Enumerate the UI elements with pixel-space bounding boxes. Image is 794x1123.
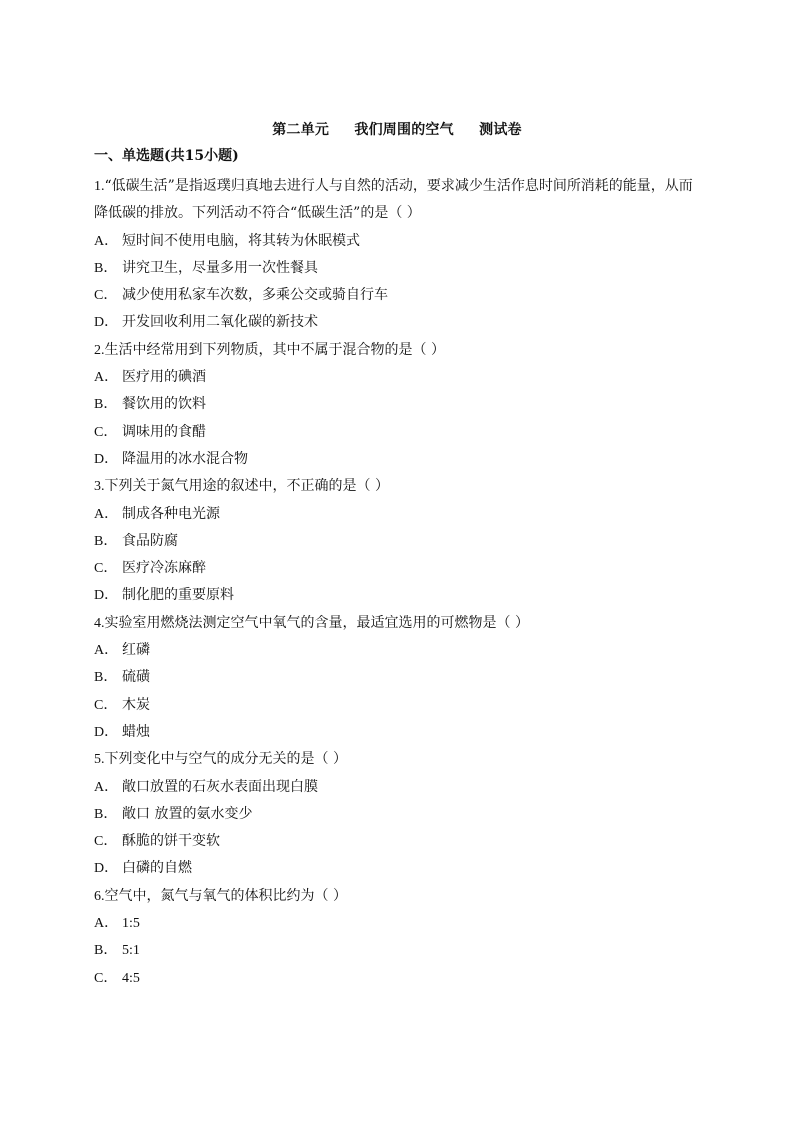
option-letter: A． <box>94 643 119 659</box>
option-letter: D． <box>94 451 119 467</box>
question-number: 6. <box>94 888 105 904</box>
option-text: 降温用的冰水混合物 <box>122 450 248 467</box>
option-letter: B． <box>94 670 118 686</box>
option-b <box>94 255 704 282</box>
option-d <box>94 582 704 609</box>
option-text: 蜡烛 <box>122 723 150 740</box>
option-d <box>94 855 704 882</box>
question-number: 3. <box>94 479 105 495</box>
option-c <box>94 282 704 309</box>
question-number: 5. <box>94 752 105 768</box>
option-letter: D． <box>94 588 119 604</box>
option-letter: C． <box>94 424 118 440</box>
option-letter: A． <box>94 233 119 249</box>
option-a <box>94 774 704 801</box>
section-heading: 一、单选题(共15小题) <box>94 148 239 164</box>
option-text: 酥脆的饼干变软 <box>122 833 220 850</box>
option-text: 5:1 <box>122 943 140 959</box>
option-c <box>94 419 704 446</box>
option-c <box>94 828 704 855</box>
option-letter: C． <box>94 970 118 986</box>
option-b <box>94 528 704 555</box>
question-stem-line <box>94 173 704 200</box>
question-1 <box>94 173 704 337</box>
question-5 <box>94 746 704 882</box>
option-text: 调味用的食醋 <box>122 423 206 440</box>
option-text: 医疗冷冻麻醉 <box>122 560 206 577</box>
option-text: 白磷的自燃 <box>122 860 192 877</box>
option-text: 食品防腐 <box>122 532 178 549</box>
question-number: 4. <box>94 615 105 631</box>
document-content <box>94 146 704 992</box>
option-letter: C． <box>94 834 118 850</box>
option-d <box>94 446 704 473</box>
option-letter: A． <box>94 916 119 932</box>
option-c <box>94 555 704 582</box>
question-2 <box>94 337 704 473</box>
question-3 <box>94 473 704 609</box>
option-letter: B． <box>94 397 118 413</box>
option-b <box>94 391 704 418</box>
option-letter: D． <box>94 315 119 331</box>
question-6 <box>94 883 704 992</box>
option-text: 硫磺 <box>122 669 150 686</box>
option-text: 制化肥的重要原料 <box>122 587 234 604</box>
option-text: 1:5 <box>122 916 140 932</box>
question-stem-line <box>94 337 704 364</box>
option-b <box>94 937 704 964</box>
option-d <box>94 719 704 746</box>
option-c <box>94 692 704 719</box>
document-title: 第二单元 我们周围的空气 测试卷 <box>272 122 522 138</box>
option-letter: B． <box>94 943 118 959</box>
option-d <box>94 309 704 336</box>
option-letter: A． <box>94 779 119 795</box>
option-b <box>94 664 704 691</box>
question-stem-text: 实验室用燃烧法测定空气中氧气的含量，最适宜选用的可燃物是（ ） <box>104 614 529 631</box>
option-text: 敞口放置的石灰水表面出现白膜 <box>122 778 318 795</box>
question-number: 1. <box>94 179 105 194</box>
option-text: 餐饮用的饮料 <box>122 396 206 413</box>
option-text: 红磷 <box>122 642 150 659</box>
option-a <box>94 637 704 664</box>
option-text: 木炭 <box>122 696 150 713</box>
option-a <box>94 910 704 937</box>
option-a <box>94 228 704 255</box>
option-a <box>94 501 704 528</box>
option-letter: B． <box>94 260 118 276</box>
option-c <box>94 965 704 992</box>
option-text: 4:5 <box>122 970 140 986</box>
option-letter: A． <box>94 506 119 522</box>
option-text: 敞口 放置的氨水变少 <box>122 805 253 822</box>
question-stem-line <box>94 746 704 773</box>
question-stem-text: 下列关于氮气用途的叙述中，不正确的是（ ） <box>104 478 389 495</box>
option-text: 短时间不使用电脑，将其转为休眠模式 <box>122 232 360 249</box>
option-text: 制成各种电光源 <box>122 505 220 522</box>
option-text: 讲究卫生，尽量多用一次性餐具 <box>122 259 318 276</box>
option-letter: B． <box>94 533 118 549</box>
question-stem-text: 生活中经常用到下列物质，其中不属于混合物的是（ ） <box>104 341 445 358</box>
question-4 <box>94 610 704 746</box>
option-letter: C． <box>94 561 118 577</box>
option-letter: B． <box>94 806 118 822</box>
option-text: 减少使用私家车次数，多乘公交或骑自行车 <box>122 287 388 304</box>
question-stem-text: “低碳生活”是指返璞归真地去进行人与自然的活动，要求减少生活作息时间所消耗的能量，从而 <box>104 178 693 194</box>
question-stem-text: 下列变化中与空气的成分无关的是（ ） <box>104 751 347 768</box>
option-letter: C． <box>94 288 118 304</box>
question-stem-line: 降低碳的排放。下列活动不符合“低碳生活”的是（ ） <box>94 205 421 222</box>
question-number: 2. <box>94 342 105 358</box>
question-stem-line <box>94 473 704 500</box>
option-letter: C． <box>94 697 118 713</box>
option-text: 医疗用的碘酒 <box>122 369 206 386</box>
option-letter: A． <box>94 370 119 386</box>
question-stem-line <box>94 883 704 910</box>
option-text: 开发回收利用二氧化碳的新技术 <box>122 314 318 331</box>
option-letter: D． <box>94 861 119 877</box>
question-stem-text: 空气中，氮气与氧气的体积比约为（ ） <box>104 887 347 904</box>
option-a <box>94 364 704 391</box>
option-letter: D． <box>94 724 119 740</box>
option-b <box>94 801 704 828</box>
question-stem-line <box>94 610 704 637</box>
